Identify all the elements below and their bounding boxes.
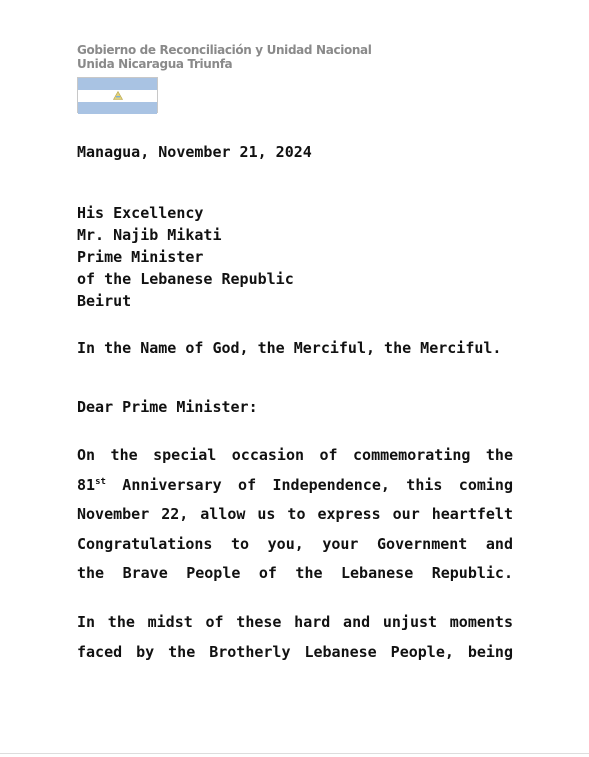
invocation: In the Name of God, the Merciful, the Merciful. bbox=[77, 339, 502, 357]
nicaragua-flag-icon bbox=[77, 77, 158, 113]
anniversary-number: 81 bbox=[77, 475, 96, 494]
paragraph-congratulations bbox=[77, 441, 513, 589]
address-line: Prime Minister bbox=[77, 248, 204, 266]
paragraph-line: Congratulations to you, your Government and bbox=[77, 534, 513, 553]
paragraph-line: November 22, allow us to express our heartfelt bbox=[77, 505, 513, 523]
paragraph-line: the Brave People of the Lebanese Republic. bbox=[77, 564, 513, 582]
address-line: Beirut bbox=[77, 292, 132, 310]
ordinal-suffix: st bbox=[95, 476, 106, 487]
letterhead-government-name: Gobierno de Reconciliación y Unidad Nacional bbox=[77, 43, 372, 57]
page-bottom-divider bbox=[0, 753, 589, 754]
paragraph-line-rest: Anniversary of Independence, this coming bbox=[105, 475, 513, 494]
recipient-address bbox=[77, 202, 294, 312]
paragraph-line bbox=[77, 471, 513, 501]
flag-top-band bbox=[78, 78, 157, 90]
paragraph-line: In the midst of these hard and unjust moments bbox=[77, 613, 513, 631]
paragraph-line: faced by the Brotherly Lebanese People, being bbox=[77, 642, 513, 661]
address-line: His Excellency bbox=[77, 204, 204, 222]
letterhead-slogan: Unida Nicaragua Triunfa bbox=[77, 57, 233, 71]
address-line: Mr. Najib Mikati bbox=[77, 226, 222, 244]
letter-date: Managua, November 21, 2024 bbox=[77, 143, 312, 161]
paragraph-line: On the special occasion of commemorating the bbox=[77, 446, 513, 464]
coat-of-arms-icon bbox=[113, 91, 123, 100]
address-line: of the Lebanese Republic bbox=[77, 270, 294, 288]
greeting: Dear Prime Minister: bbox=[77, 398, 258, 416]
paragraph-solidarity bbox=[77, 608, 513, 667]
flag-bottom-band bbox=[78, 102, 157, 114]
